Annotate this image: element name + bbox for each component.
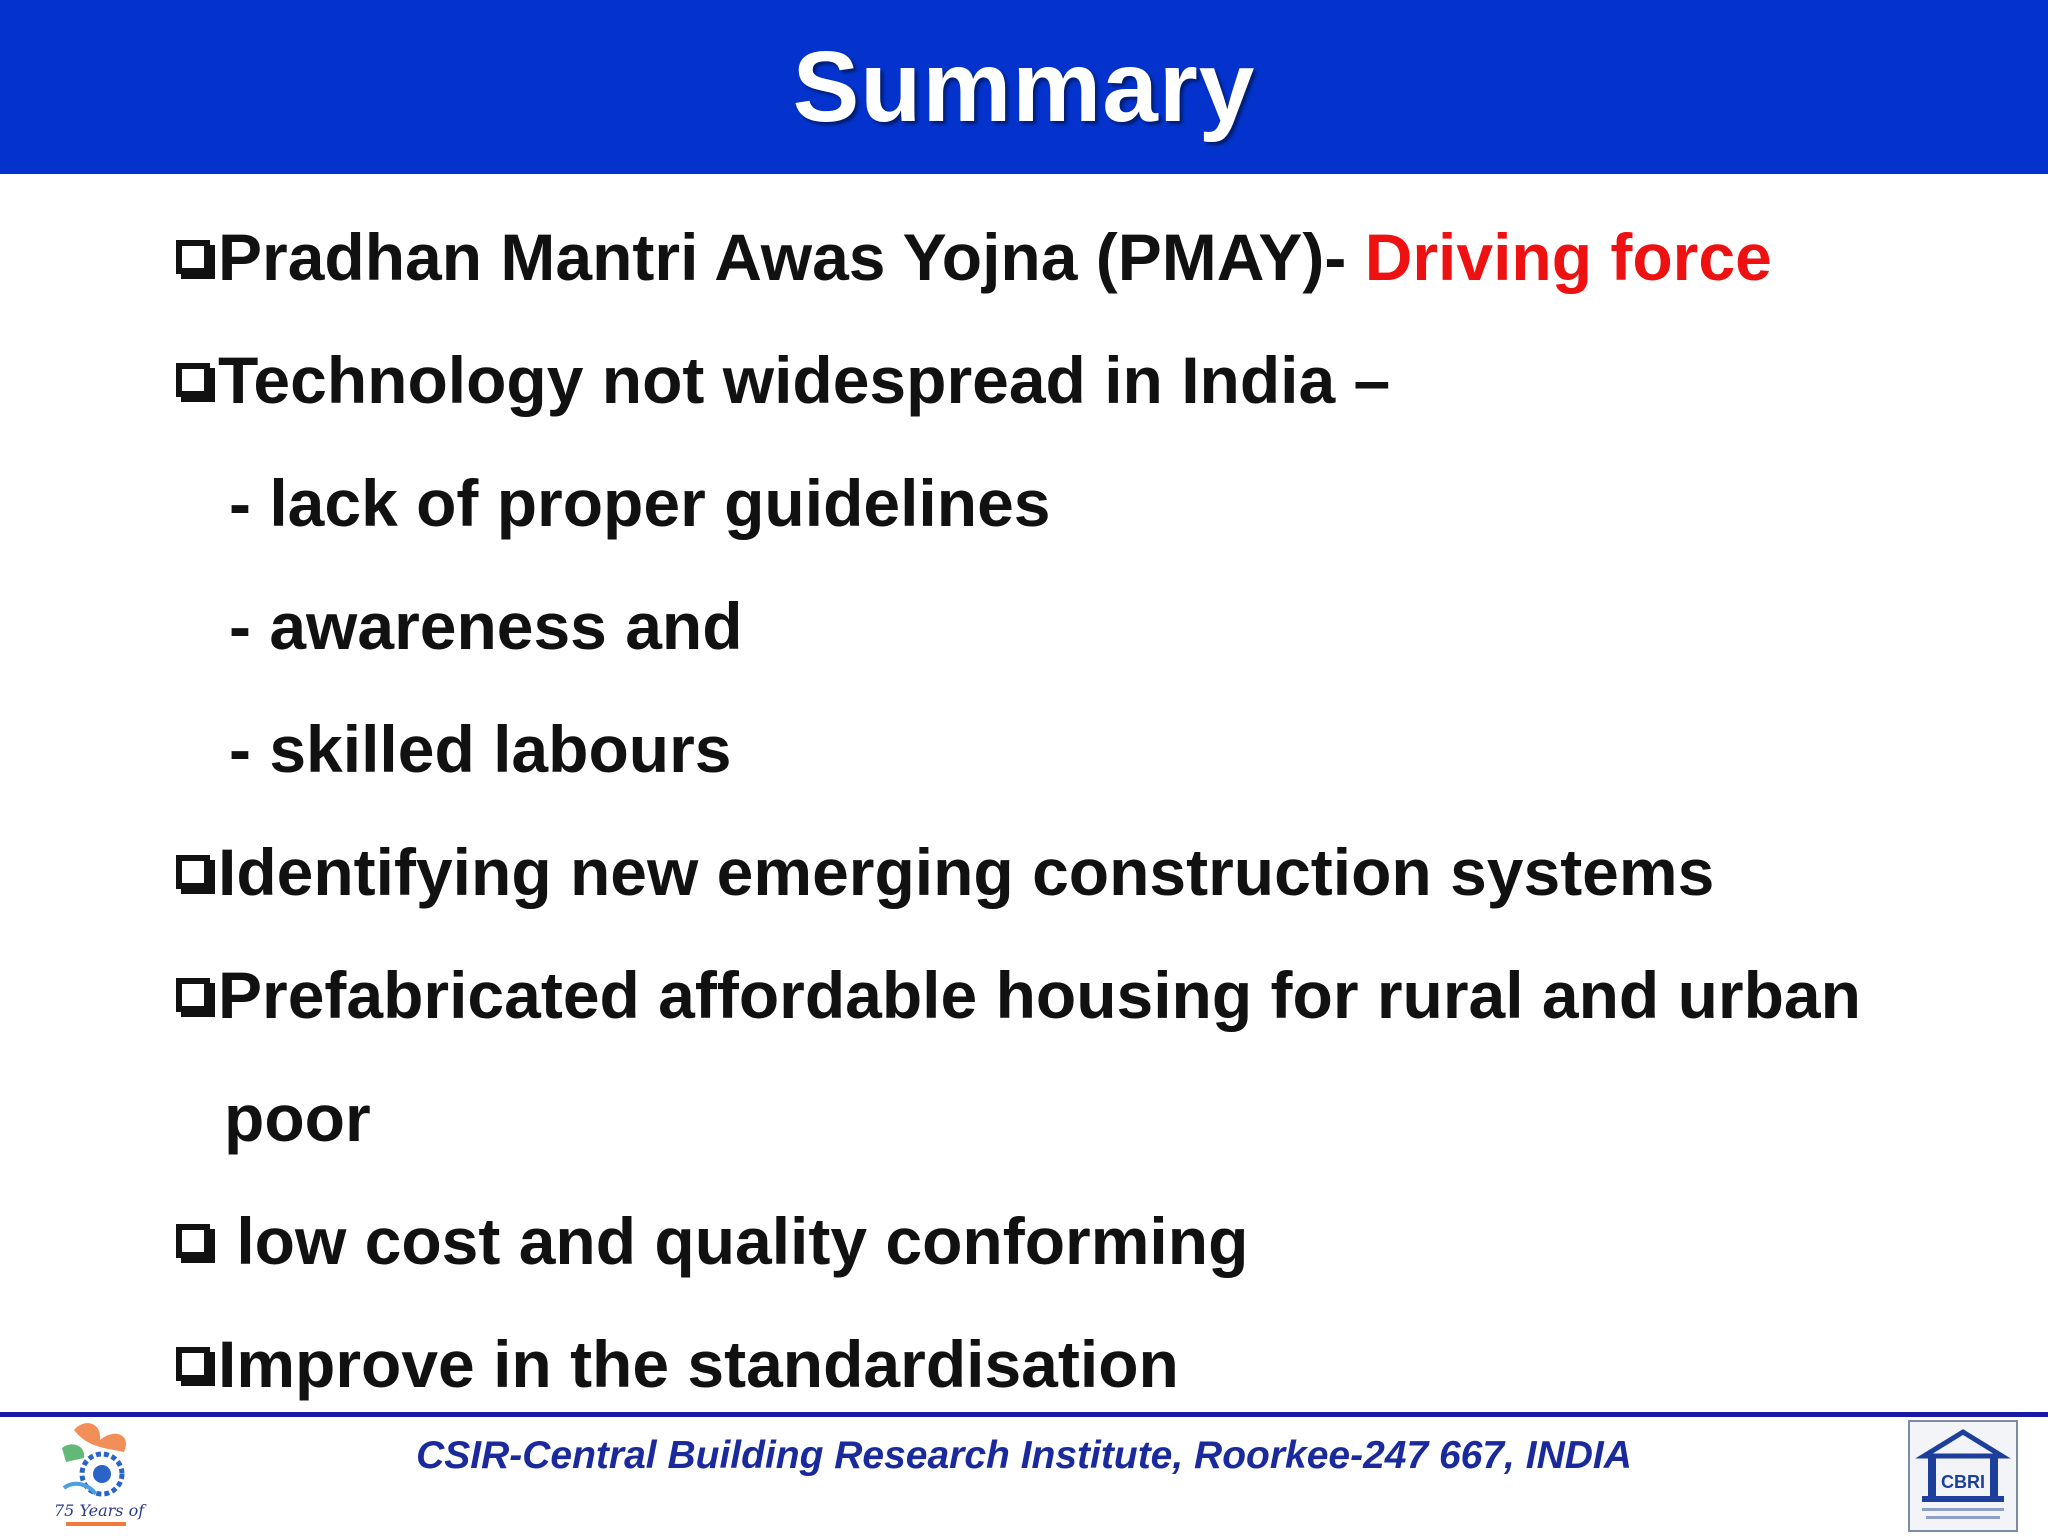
slide-body [176,196,1996,1426]
sub-item-text: - lack of proper guidelines [229,466,1051,540]
sub-item-text: - awareness and [229,589,743,663]
bullet-accent-text: Driving force [1364,220,1772,294]
bullet-item [176,196,1996,319]
cbri-logo [1908,1420,2018,1532]
slide-title: Summary [792,30,1256,143]
sub-item [176,688,1996,811]
bullet-text: Pradhan Mantri Awas Yojna (PMAY)- [218,220,1365,294]
bullet-item [176,1303,1996,1426]
footer-divider [0,1412,2048,1417]
bullet-item [176,319,1996,442]
cbri-logo-text: CBRI [1941,1472,1985,1492]
bullet-item [176,934,1996,1057]
logo-script-text: 75 Years of [54,1501,145,1520]
continuation-text: poor [224,1081,371,1155]
checkbox-bullet-icon [176,855,210,889]
bullet-item [176,1180,1996,1303]
bullet-item [176,811,1996,934]
checkbox-bullet-icon [176,363,210,397]
checkbox-bullet-icon [176,1347,210,1381]
sub-item [176,565,1996,688]
checkbox-bullet-icon [176,978,210,1012]
sub-item-text: - skilled labours [229,712,732,786]
sub-item [176,442,1996,565]
title-bar [0,0,2048,174]
bullet-text: Identifying new emerging construction systems [218,835,1715,909]
bullet-text: Prefabricated affordable housing for rural and urban [218,958,1861,1032]
checkbox-bullet-icon [176,240,210,274]
bullet-text: Improve in the standardisation [218,1327,1179,1401]
bullet-text: low cost and quality conforming [218,1204,1249,1278]
bullet-continuation [176,1057,1996,1180]
checkbox-bullet-icon [176,1224,210,1258]
footer-institute-text: CSIR-Central Building Research Institute, Roorkee-247 667, INDIA [416,1434,1632,1477]
bullet-text: Technology not widespread in India – [218,343,1391,417]
